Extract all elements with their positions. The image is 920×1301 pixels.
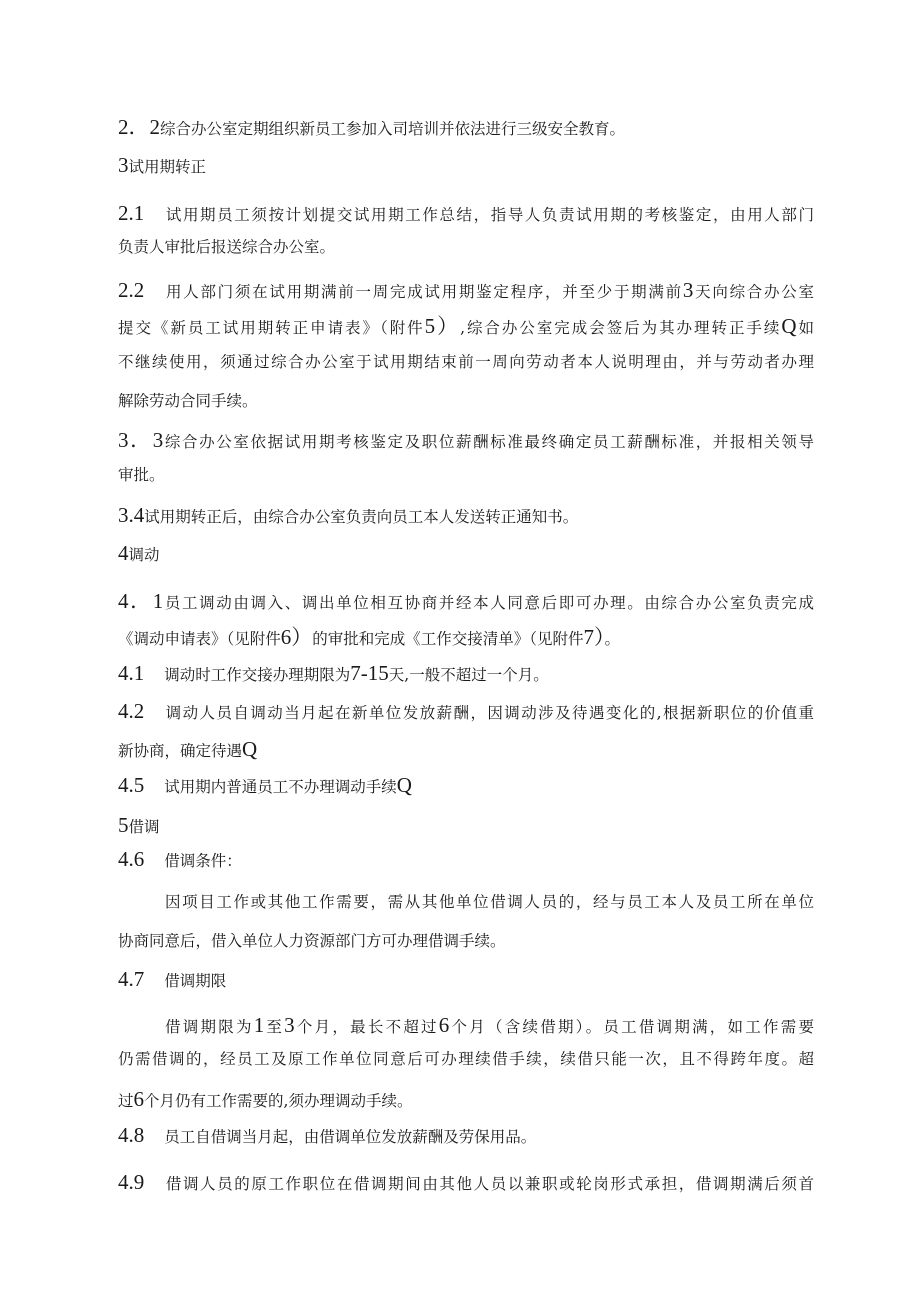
paragraph-text: ,综合办公室完成会签后为其办理转正手续 (460, 319, 782, 337)
line-28 (118, 1172, 814, 1193)
line-12 (118, 543, 160, 564)
paragraph-text: 不继续使用，须通过综合办公室于试用期结束前一周向劳动者本人说明理由，并与劳动者办理 (118, 353, 814, 371)
paragraph-text: 如 (796, 319, 814, 337)
line-8 (118, 394, 258, 410)
section-heading: 试用期转正 (128, 158, 207, 176)
paragraph-text: 的审批和完成《工作交接清单》（见附件 (312, 630, 584, 648)
paragraph-text: 借调条件： (164, 852, 242, 870)
paragraph-text: 试用期内普通员工不办理调动手续 (164, 778, 397, 796)
line-15 (118, 663, 549, 684)
line-27 (118, 1125, 536, 1146)
paragraph-text: 员工调动由调入、调出单位相互协商并经本人同意后即可办理。由综合办公室负责完成 (163, 594, 814, 612)
section-number: 4 (118, 541, 129, 565)
section-number: 4.1 (118, 661, 145, 685)
paragraph-text: 负责人审批后报送综合办公室。 (118, 238, 336, 256)
paragraph-text: 提交《新员工试用期转正申请表》（附件 (118, 319, 425, 337)
paragraph-text: 。 (604, 630, 621, 648)
number-text: Q (242, 737, 258, 761)
section-number: 3 (118, 153, 129, 177)
number-text: 3 (682, 278, 694, 302)
line-11 (118, 505, 578, 526)
section-number: 3．3 (118, 428, 164, 452)
paragraph-text: 借调期限为 (165, 1018, 254, 1036)
line-7 (118, 355, 814, 371)
number-text: 6 (438, 1013, 450, 1037)
section-number: 4.9 (118, 1170, 145, 1194)
line-4 (118, 240, 335, 256)
paragraph-text: 个月（含续借期）。员工借调期满，如工作需要 (449, 1018, 814, 1036)
line-21 (165, 895, 814, 911)
paragraph-text: 解除劳动合同手续。 (118, 392, 258, 410)
paragraph-text: 员工自借调当月起，由借调单位发放薪酬及劳保用品。 (164, 1128, 537, 1146)
paragraph-text: 综合办公室定期组织新员工参加入司培训并依法进行三级安全教育。 (160, 120, 626, 138)
number-text: Q (396, 773, 412, 797)
paragraph-text: 个月仍有工作需要的,须办理调动手续。 (144, 1092, 413, 1110)
line-20 (118, 849, 242, 870)
paragraph-text: 借调人员的原工作职位在借调期间由其他人员以兼职或轮岗形式承担，借调期满后须首 (164, 1175, 814, 1193)
section-heading: 借调 (128, 818, 160, 836)
line-14 (118, 627, 620, 648)
paragraph-text: 审批。 (118, 466, 165, 484)
paragraph-text: 过 (118, 1092, 134, 1110)
line-22 (118, 934, 506, 950)
section-number: 2.2 (118, 278, 145, 302)
section-number: 2．2 (118, 115, 160, 139)
paragraph-text: 至 (264, 1018, 285, 1036)
section-number: 4.2 (118, 699, 145, 723)
section-number: 5 (118, 813, 129, 837)
number-text: 5） (424, 314, 461, 338)
paragraph-text: 新协商，确定待遇 (118, 742, 243, 760)
paragraph-text: 调动人员自调动当月起在新单位发放薪酬，因调动涉及待遇变化的,根据新职位的价值重 (164, 704, 814, 722)
paragraph-text: 因项目工作或其他工作需要，需从其他单位借调人员的，经与员工本人及员工所在单位 (165, 893, 814, 911)
number-text: 1 (253, 1013, 265, 1037)
line-26 (118, 1089, 412, 1110)
number-text: Q (781, 314, 797, 338)
line-18 (118, 775, 412, 796)
paragraph-text: 个月，最长不超过 (294, 1018, 439, 1036)
line-6 (118, 316, 814, 337)
section-heading: 调动 (128, 546, 160, 564)
number-text: 6） (280, 625, 313, 649)
number-text: 7-15 (350, 661, 389, 685)
number-text: 6 (133, 1087, 145, 1111)
line-16 (118, 701, 814, 722)
paragraph-text: 协商同意后，借入单位人力资源部门方可办理借调手续。 (118, 932, 506, 950)
line-10 (118, 468, 165, 484)
line-1 (118, 117, 625, 138)
paragraph-text: 综合办公室依据试用期考核鉴定及职位薪酬标准最终确定员工薪酬标准，并报相关领导 (163, 433, 814, 451)
line-5 (118, 280, 814, 301)
section-number: 4.8 (118, 1123, 145, 1147)
line-13 (118, 591, 814, 612)
section-number: 4.5 (118, 773, 145, 797)
section-number: 4.6 (118, 847, 145, 871)
line-19 (118, 815, 160, 836)
section-number: 4.7 (118, 967, 145, 991)
paragraph-text: 用人部门须在试用期满前一周完成试用期鉴定程序，并至少于期满前 (164, 283, 683, 301)
paragraph-text: 天,一般不超过一个月。 (388, 666, 549, 684)
section-number: 3.4 (118, 503, 145, 527)
number-text: 3 (284, 1013, 295, 1037)
line-2 (118, 155, 206, 176)
line-24 (165, 1015, 814, 1036)
line-25 (118, 1052, 814, 1068)
paragraph-text: 《调动申请表》（见附件 (118, 630, 281, 648)
line-3 (118, 203, 814, 224)
number-text: 7） (583, 625, 605, 649)
line-9 (118, 430, 814, 451)
section-number: 2.1 (118, 201, 145, 225)
line-17 (118, 739, 257, 760)
paragraph-text: 调动时工作交接办理期限为 (164, 666, 351, 684)
paragraph-text: 天向综合办公室 (693, 283, 814, 301)
paragraph-text: 试用期员工须按计划提交试用期工作总结，指导人负责试用期的考核鉴定，由用人部门 (164, 206, 814, 224)
paragraph-text: 借调期限 (164, 972, 227, 990)
line-23 (118, 969, 226, 990)
paragraph-text: 试用期转正后，由综合办公室负责向员工本人发送转正通知书。 (144, 508, 579, 526)
paragraph-text: 仍需借调的，经员工及原工作单位同意后可办理续借手续，续借只能一次，且不得跨年度。超 (118, 1050, 814, 1068)
section-number: 4．1 (118, 589, 164, 613)
